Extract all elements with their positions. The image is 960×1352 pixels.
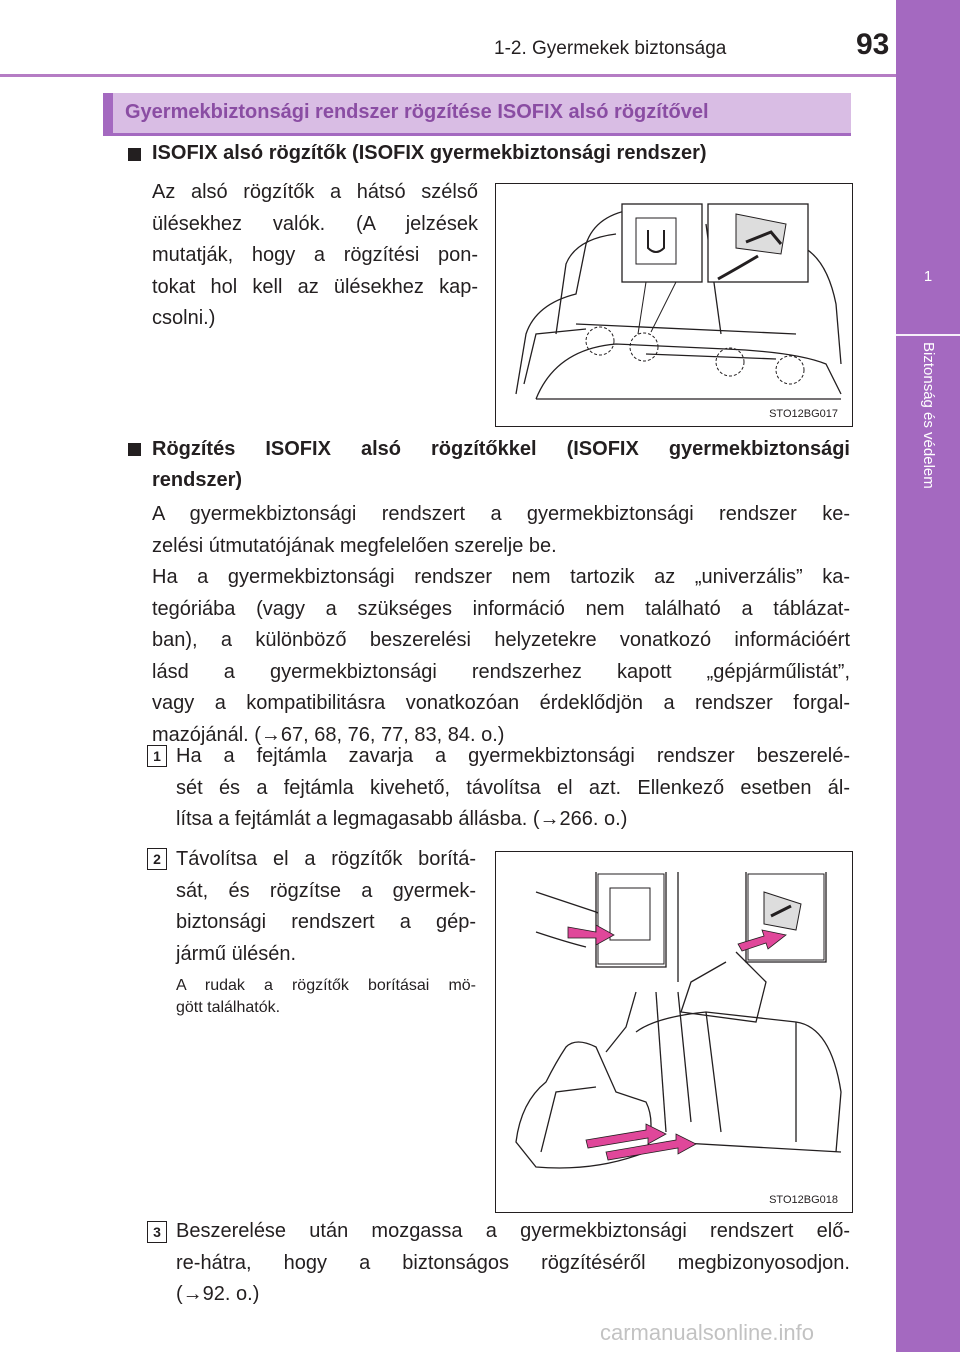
text-line: re-hátra, hogy a biztonságos rögzítéséről megbizonyosodjon. — [176, 1251, 850, 1274]
step-number-box: 1 — [147, 745, 167, 767]
section-title: 1-2. Gyermekek biztonsága — [494, 38, 727, 59]
section2-heading — [152, 434, 850, 496]
rear-seat-illustration — [496, 184, 852, 426]
text-line: (→92. o.) — [176, 1283, 260, 1305]
child-seat-illustration — [496, 852, 852, 1212]
text-line: Távolítsa el a rögzítők borítá- — [176, 848, 476, 870]
chapter-sidebar — [896, 0, 960, 1352]
step3-text — [176, 1216, 850, 1311]
watermark: carmanualsonline.info — [600, 1320, 815, 1345]
banner-underline — [103, 133, 851, 136]
heading-line: Rögzítés ISOFIX alsó rögzítőkkel (ISOFIX gyermekbiztonsági — [152, 438, 850, 460]
page-number: 93 — [856, 28, 890, 61]
figure-code: STO12BG018 — [769, 1194, 838, 1206]
text-line: Ha a gyermekbiztonsági rendszer nem tartozik az „univerzális” ka- — [152, 566, 850, 588]
text-line: zelési útmutatójának megfelelően szerelje be. — [152, 534, 557, 557]
text-line: csolni.) — [152, 307, 216, 329]
header-rule — [0, 74, 896, 77]
step-number-box: 3 — [147, 1221, 167, 1243]
chapter-number: 1 — [923, 268, 933, 285]
section1-text — [152, 177, 478, 335]
text-line: ülésekhez valók. (A jelzések — [152, 212, 478, 235]
text-line: sát, és rögzítse a gyermek- — [176, 879, 476, 902]
section1-heading: ISOFIX alsó rögzítők (ISOFIX gyermekbiztonsági rendszer) — [152, 142, 707, 164]
section2-paragraph — [152, 499, 850, 751]
text-line: Beszerelése után mozgassa a gyermekbiztonsági rendszert elő- — [176, 1220, 850, 1242]
text-line: lásd a gyermekbiztonsági rendszerhez kapott „gépjárműlistát”, — [152, 660, 850, 683]
step-number-box: 2 — [147, 848, 167, 870]
step2-text — [176, 844, 476, 970]
topic-banner — [103, 93, 851, 133]
sidebar-divider — [896, 334, 960, 336]
note-line: gött találhatók. — [176, 998, 281, 1016]
text-line: mazójánál. (→67, 68, 76, 77, 83, 84. o.) — [152, 723, 505, 746]
note-line: A rudak a rögzítők borításai mö- — [176, 977, 476, 994]
text-line: mutatják, hogy a rögzítési pon- — [152, 244, 478, 266]
figure-isofix-anchors — [495, 183, 853, 427]
text-line: lítsa a fejtámlát a legmagasabb állásba. (→266. o.) — [176, 808, 628, 830]
bullet-square-icon — [128, 148, 141, 161]
text-line: vagy a kompatibilitásra vonatkozóan érdeklődjön a rendszer forgal- — [152, 692, 850, 714]
figure-code: STO12BG017 — [769, 408, 838, 420]
figure-child-seat-install — [495, 851, 853, 1213]
text-line: jármű ülésén. — [176, 942, 297, 965]
text-line: sét és a fejtámla kivehető, távolítsa el azt. Ellenkező esetben ál- — [176, 776, 850, 799]
text-line: Az alsó rögzítők a hátsó szélső — [152, 181, 478, 203]
step2-note — [176, 975, 476, 1018]
text-line: tegóriába (vagy a szükséges információ nem található a táblázat- — [152, 597, 850, 620]
bullet-square-icon — [128, 443, 141, 456]
chapter-title: Biztonság és védelem — [920, 342, 937, 489]
text-line: Ha a fejtámla zavarja a gyermekbiztonsági rendszer beszerelé- — [176, 745, 850, 767]
text-line: tokat hol kell az ülésekhez kap- — [152, 275, 478, 298]
heading-line: rendszer) — [152, 469, 243, 491]
text-line: A gyermekbiztonsági rendszert a gyermekbiztonsági rendszer ke- — [152, 503, 850, 525]
banner-title: Gyermekbiztonsági rendszer rögzítése ISOFIX alsó rögzítővel — [125, 101, 709, 123]
step1-text — [176, 741, 850, 836]
text-line: ban), a különböző beszerelési helyzetekre vonatkozó információért — [152, 629, 850, 651]
banner-accent — [103, 93, 113, 133]
text-line: biztonsági rendszert a gép- — [176, 911, 476, 933]
